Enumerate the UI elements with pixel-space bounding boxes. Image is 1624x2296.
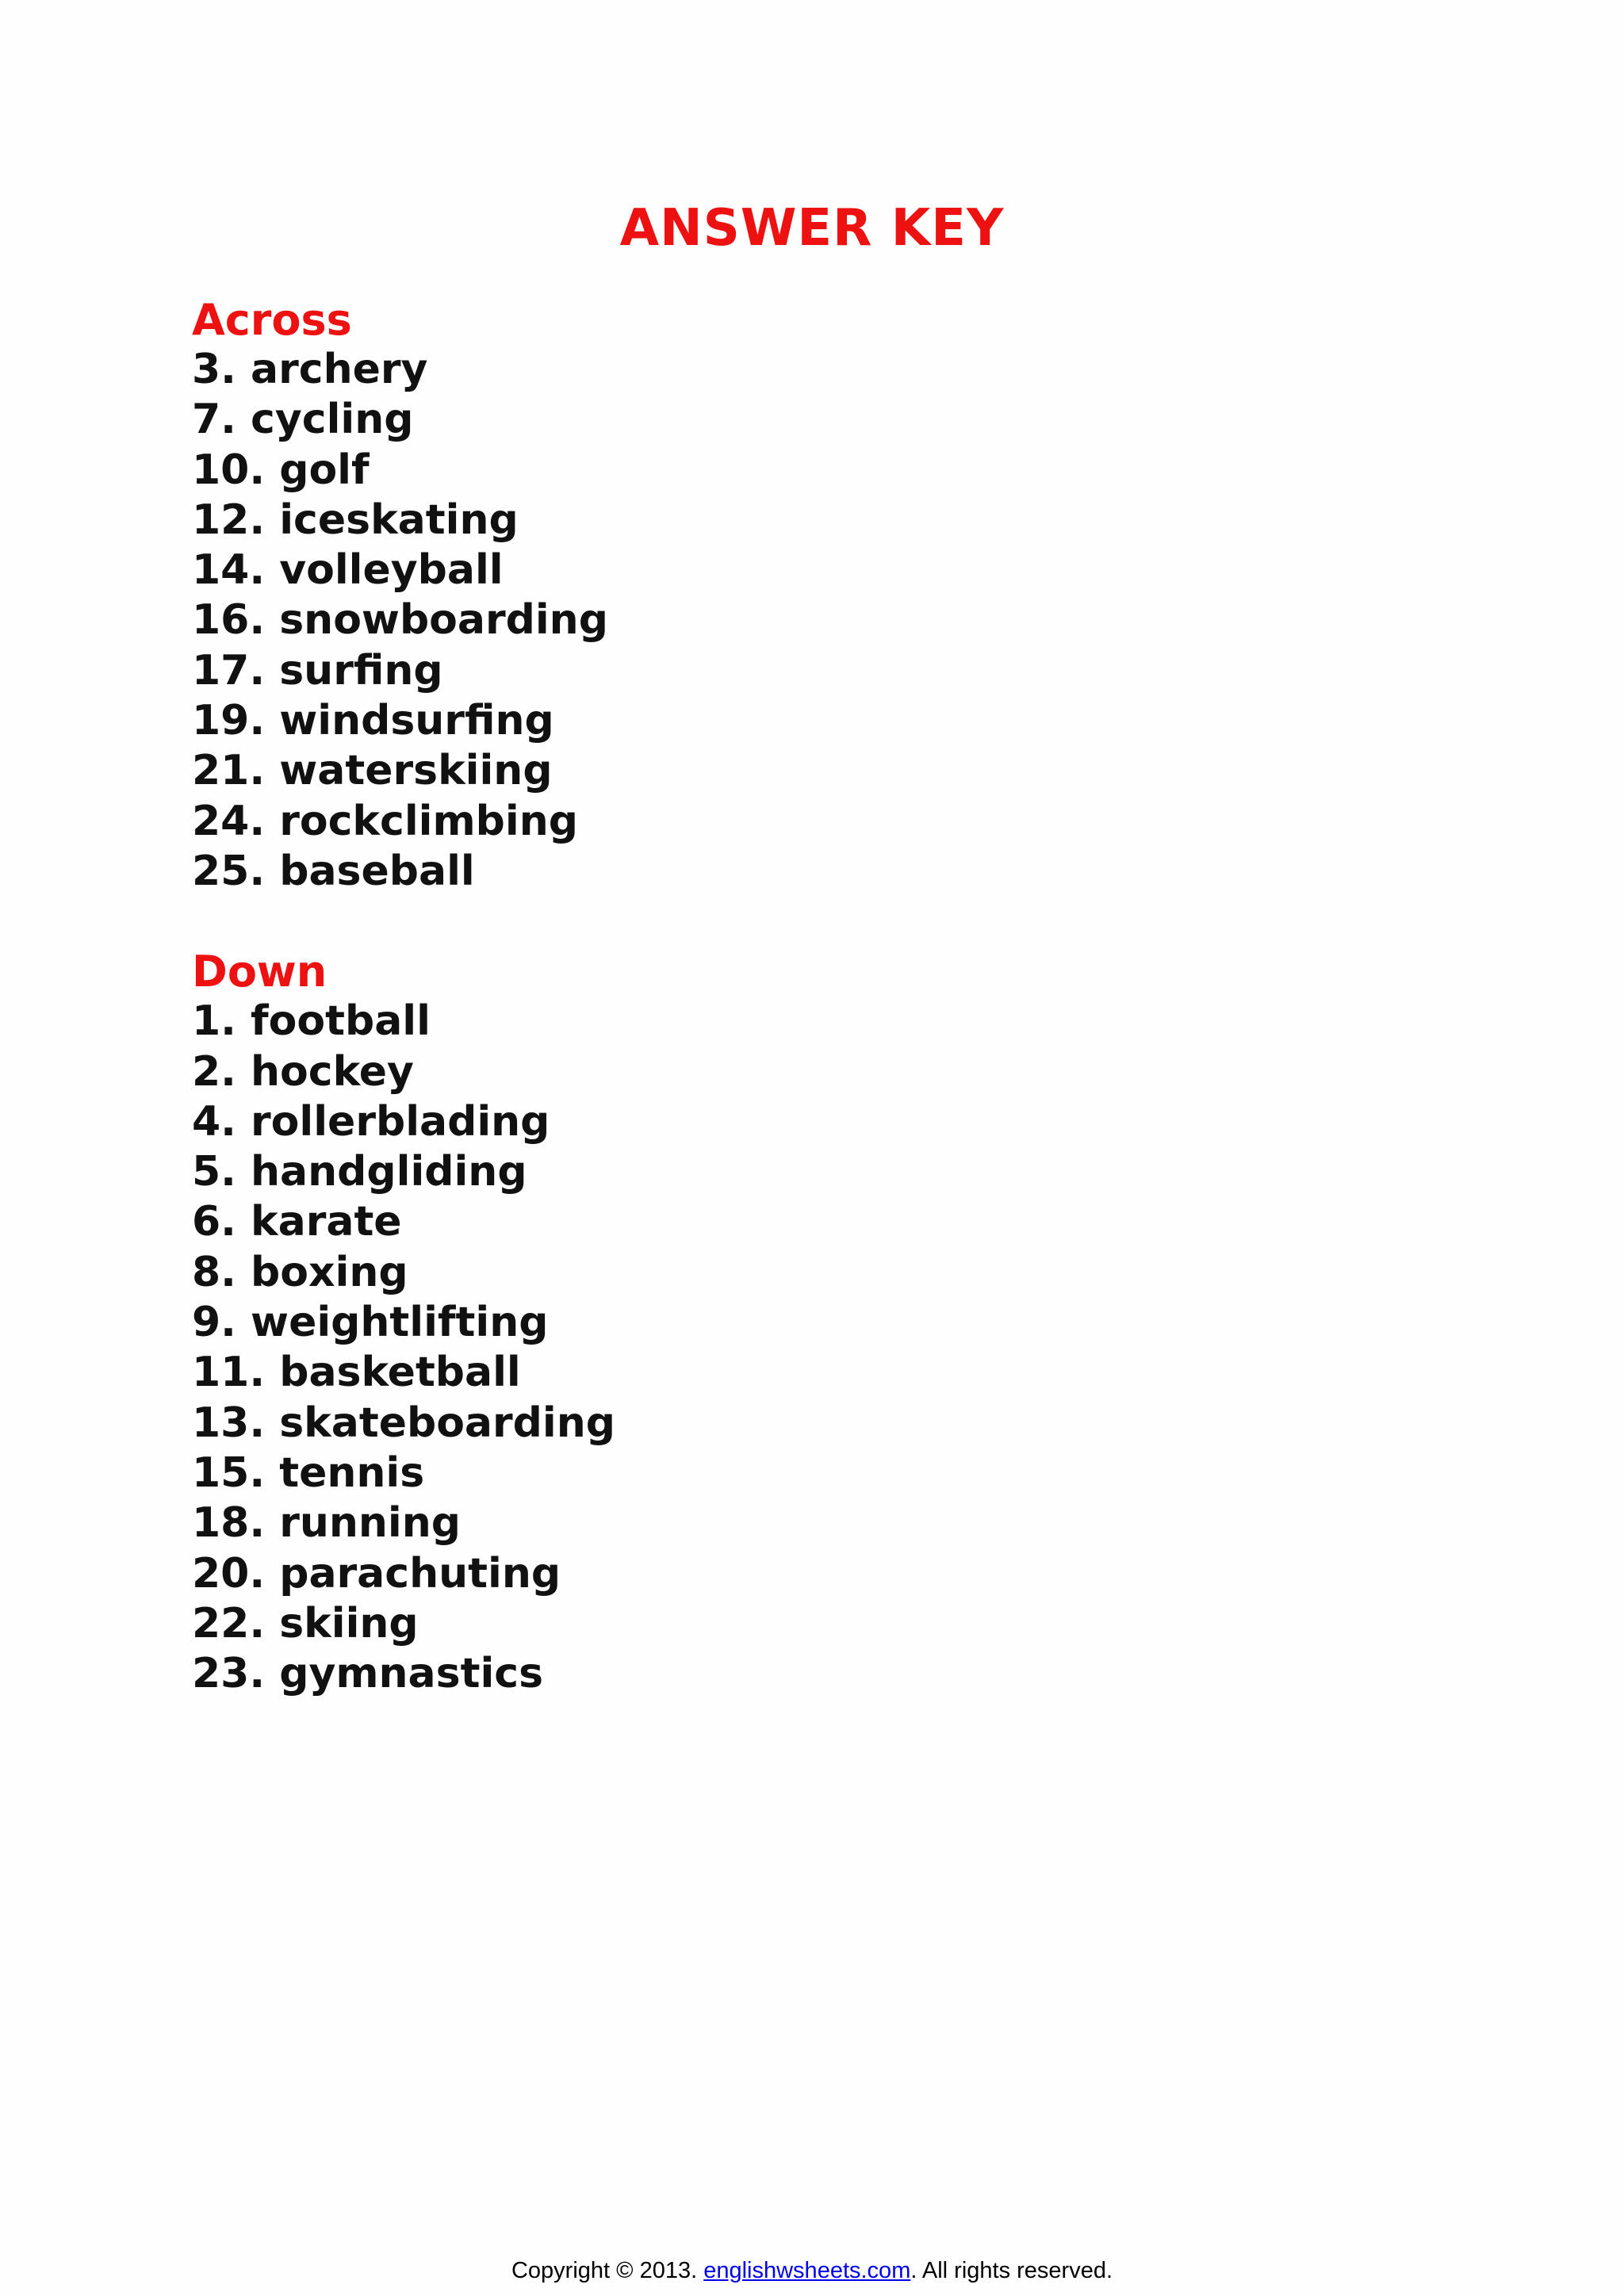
down-answer: 5. handgliding [192,1148,527,1196]
down-answer: 9. weightlifting [192,1299,549,1347]
down-heading: Down [192,947,327,997]
down-answer: 13. skateboarding [192,1399,615,1447]
across-answer: 14. volleyball [192,546,504,595]
down-answer: 1. football [192,997,431,1046]
page-title: ANSWER KEY [619,199,1005,258]
down-answer: 8. boxing [192,1248,408,1296]
across-answer: 7. cycling [192,396,414,444]
answer-columns [192,295,615,1699]
across-answer: 19. windsurfing [192,697,554,745]
down-list [192,997,615,1699]
across-answer: 25. baseball [192,847,475,895]
site-link[interactable]: englishwsheets.com [703,2258,911,2283]
down-answer: 22. skiing [192,1599,419,1647]
down-answer: 6. karate [192,1198,402,1246]
down-section [192,947,615,1699]
across-answer: 17. surfing [192,646,443,695]
across-answer: 21. waterskiing [192,747,553,795]
copyright-prefix: Copyright © 2013. [511,2258,704,2283]
copyright-suffix: . All rights reserved. [910,2258,1113,2283]
across-heading: Across [192,295,352,345]
across-answer: 12. iceskating [192,496,519,544]
down-answer: 11. basketball [192,1349,521,1397]
copyright-footer [0,2256,1624,2285]
down-answer: 15. tennis [192,1448,425,1497]
down-answer: 18. running [192,1499,461,1548]
across-answer: 3. archery [192,346,428,393]
across-list [192,345,615,897]
down-answer: 20. parachuting [192,1549,561,1598]
across-answer: 24. rockclimbing [192,797,578,845]
across-answer: 16. snowboarding [192,596,608,645]
across-section [192,295,615,897]
down-answer: 2. hockey [192,1047,414,1096]
down-answer: 4. rollerblading [192,1097,550,1146]
down-answer: 23. gymnastics [192,1650,544,1698]
across-answer: 10. golf [192,446,370,494]
